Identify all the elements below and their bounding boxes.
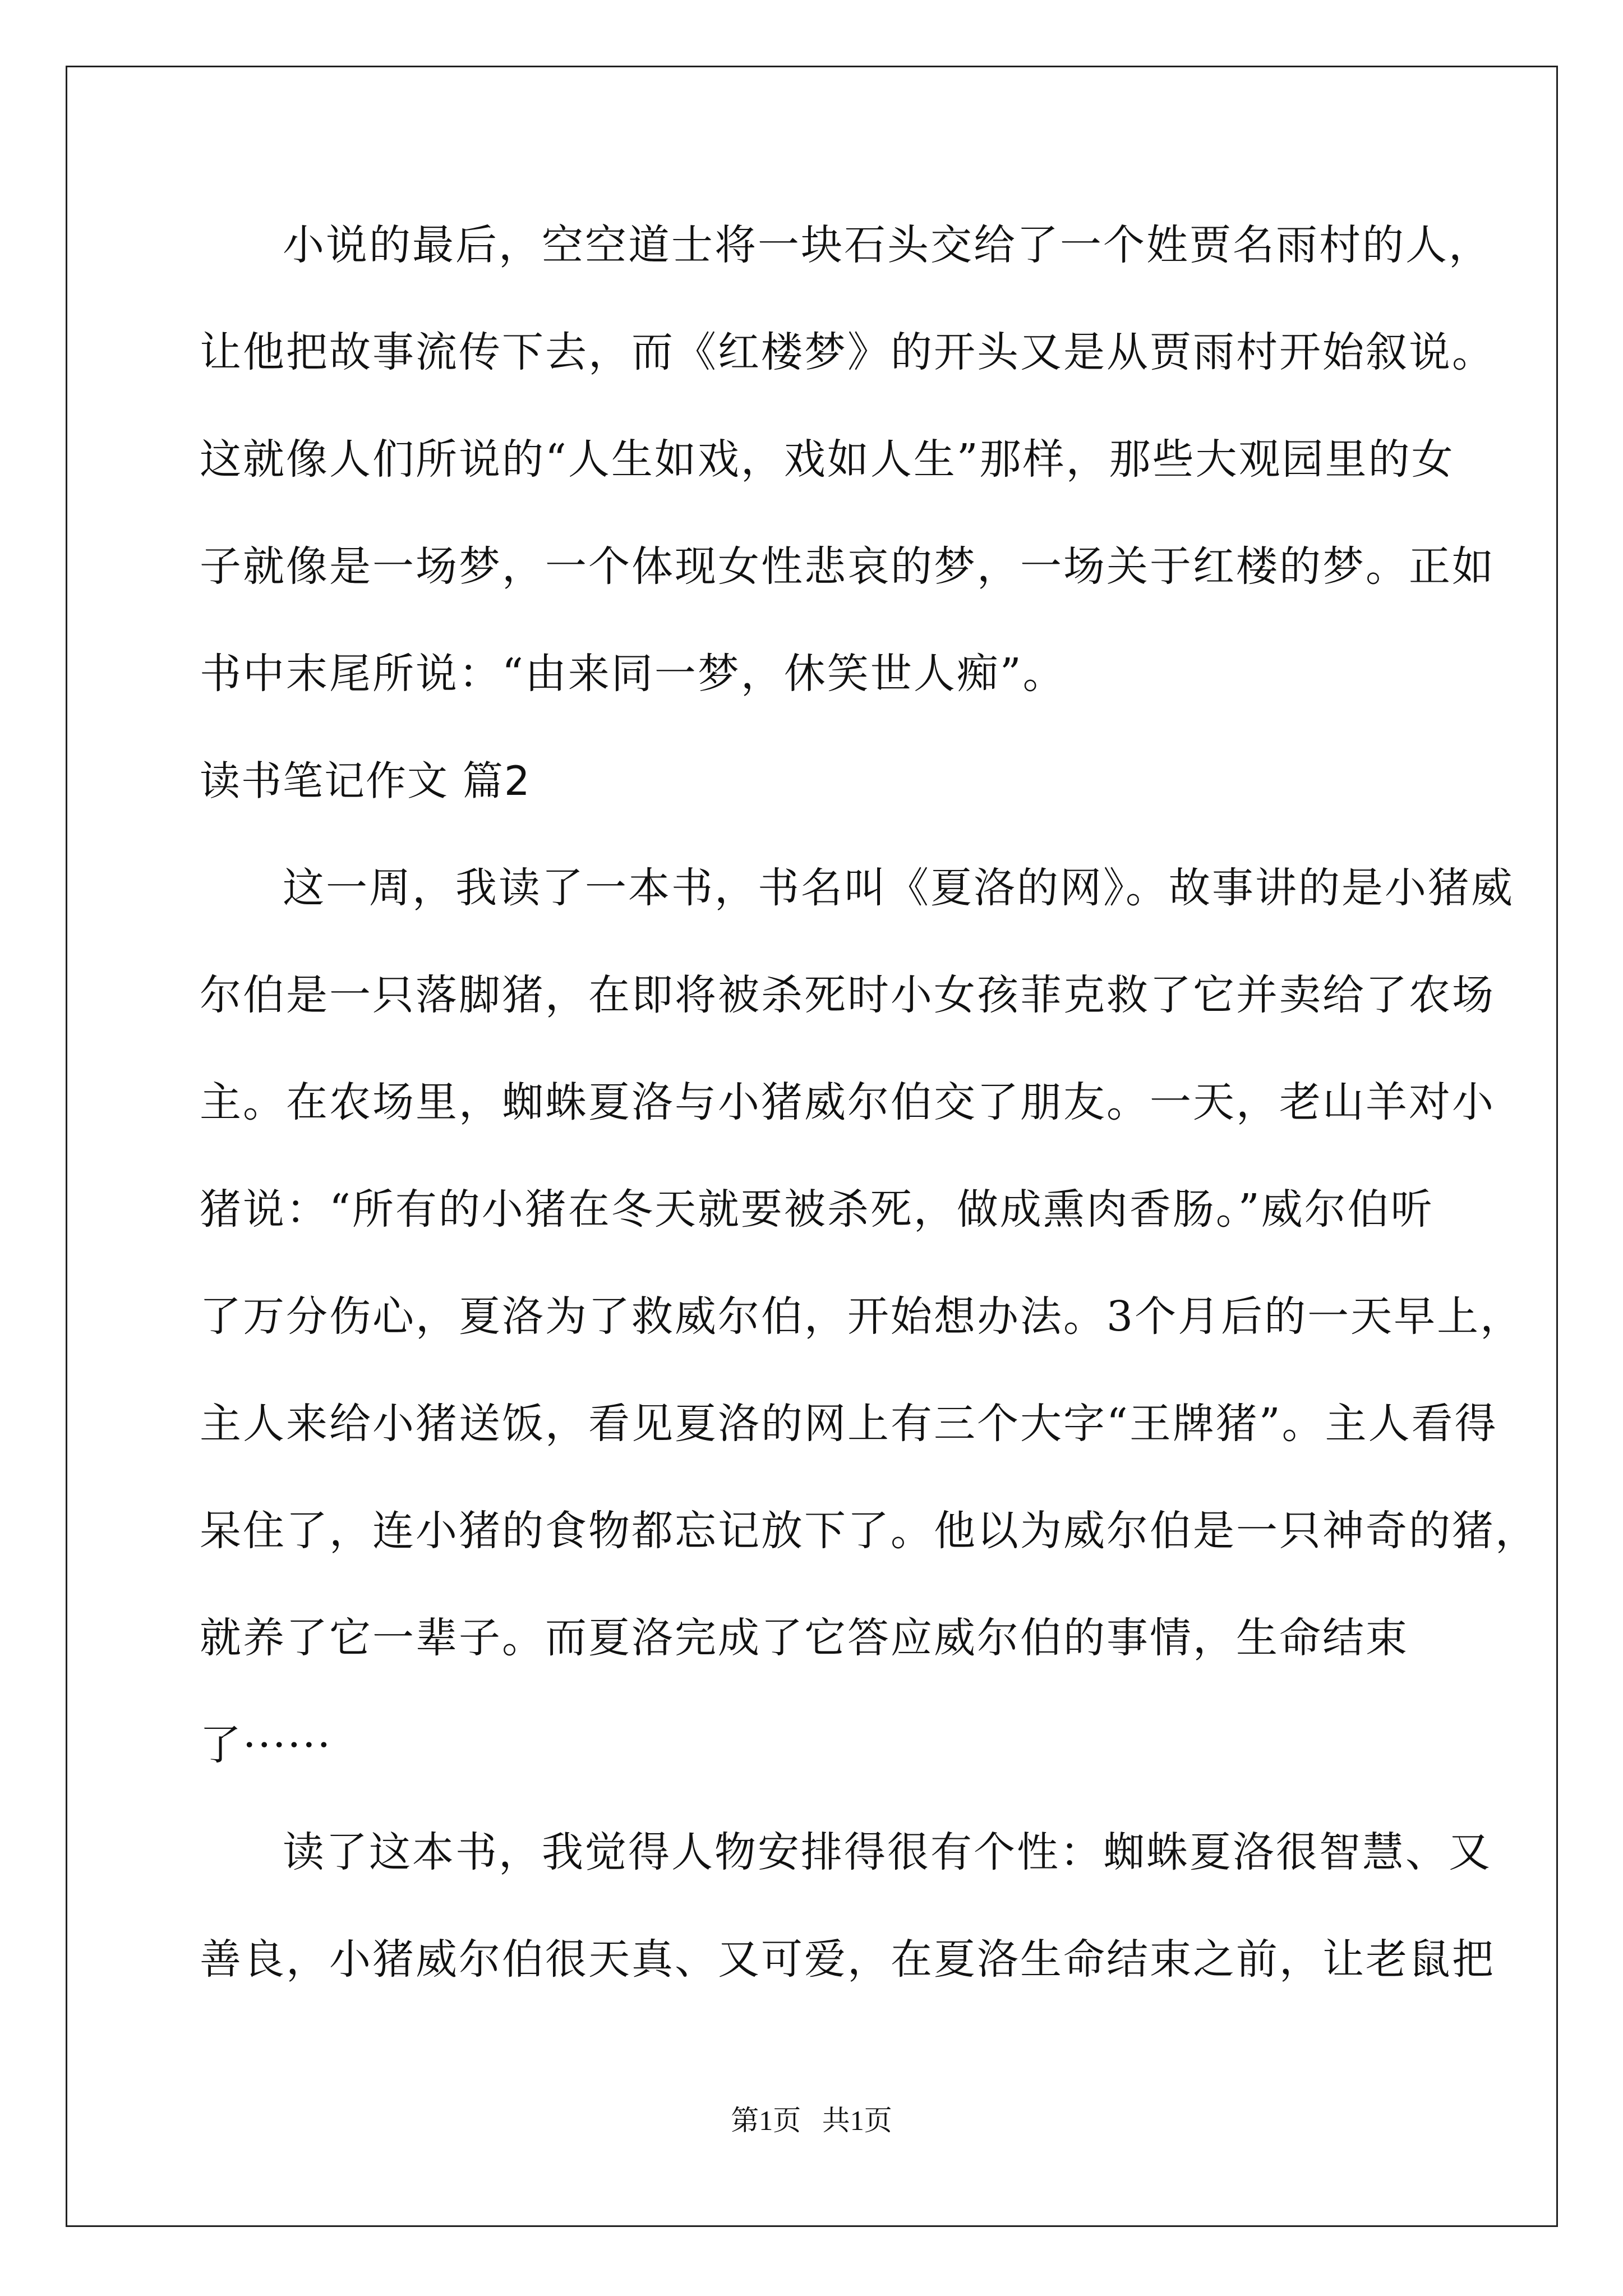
paragraph-line: 猪说：“所有的小猪在冬天就要被杀死，做成熏肉香肠。”威尔伯听 — [200, 1185, 1434, 1234]
paragraph-line: 呆住了，连小猪的食物都忘记放下了。他以为威尔伯是一只神奇的猪， — [200, 1507, 1538, 1555]
paragraph-line: 小说的最后，空空道士将一块石头交给了一个姓贾名雨村的人， — [283, 221, 1492, 269]
document-body — [200, 221, 1538, 2046]
section-heading: 读书笔记作文 篇2 — [200, 757, 531, 804]
paragraph-line: 主。在农场里，蜘蛛夏洛与小猪威尔伯交了朋友。一天，老山羊对小 — [200, 1078, 1495, 1126]
paragraph-line: 读了这本书，我觉得人物安排得很有个性：蜘蛛夏洛很智慧、又 — [283, 1828, 1492, 1876]
paragraph-line: 尔伯是一只落脚猪，在即将被杀死时小女孩菲克救了它并卖给了农场 — [200, 971, 1495, 1019]
paragraph-line: 让他把故事流传下去，而《红楼梦》的开头又是从贾雨村开始叙说。 — [200, 328, 1495, 376]
paragraph-line: 这一周，我读了一本书，书名叫《夏洛的网》。故事讲的是小猪威 — [283, 864, 1514, 912]
paragraph-line: 书中末尾所说：“由来同一梦，休笑世人痴”。 — [200, 650, 1066, 698]
paragraph-line: 就养了它一辈子。而夏洛完成了它答应威尔伯的事情，生命结束 — [200, 1614, 1409, 1662]
paragraph-line: 了万分伤心，夏洛为了救威尔伯，开始想办法。3个月后的一天早上， — [200, 1292, 1524, 1341]
paragraph-line: 了······ — [200, 1721, 333, 1769]
paragraph-line: 善良，小猪威尔伯很天真、又可爱，在夏洛生命结束之前，让老鼠把 — [200, 1935, 1495, 1984]
paragraph-line: 子就像是一场梦，一个体现女性悲哀的梦，一场关于红楼的梦。正如 — [200, 542, 1495, 591]
paragraph-line: 这就像人们所说的“人生如戏，戏如人生”那样，那些大观园里的女 — [200, 435, 1455, 484]
page-footer: 第1页 共1页 — [731, 2105, 892, 2136]
paragraph-line: 主人来给小猪送饭，看见夏洛的网上有三个大字“王牌猪”。主人看得 — [200, 1400, 1498, 1448]
